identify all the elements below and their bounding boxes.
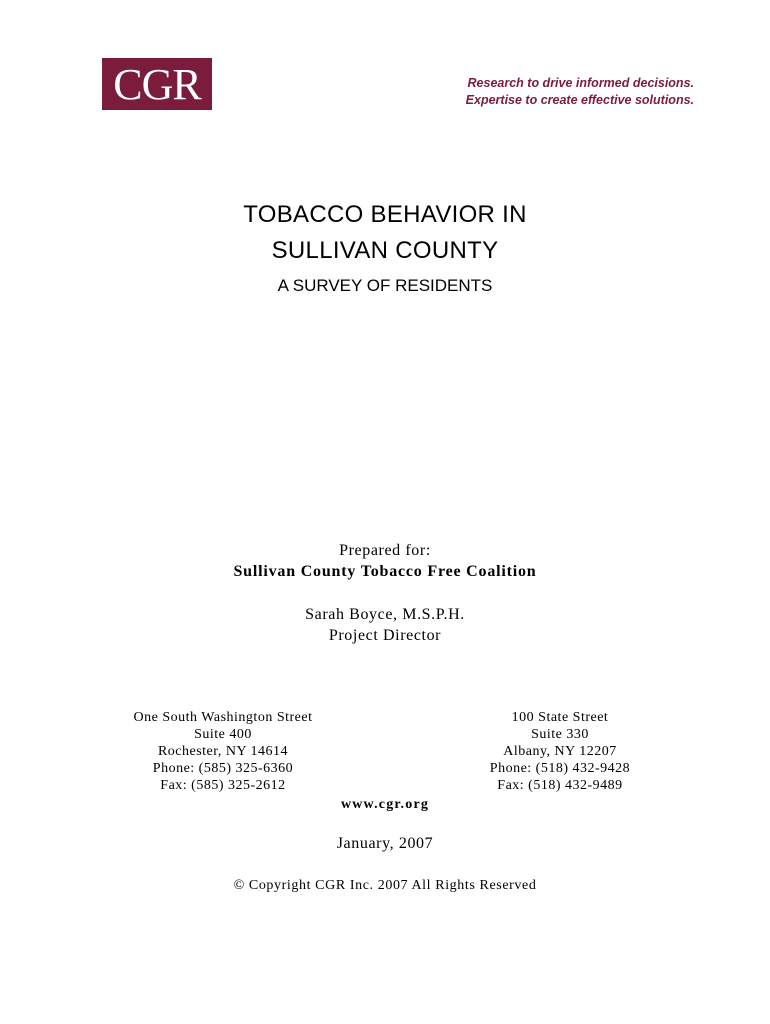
rochester-office-address <box>120 709 326 794</box>
publication-date: January, 2007 <box>336 835 434 852</box>
client-name: Sullivan County Tobacco Free Coalition <box>233 563 537 580</box>
address-line: Rochester, NY 14614 <box>157 744 289 759</box>
title-line-2: SULLIVAN COUNTY <box>271 237 499 264</box>
address-phone: Phone: (585) 325-6360 <box>152 761 294 776</box>
address-line: Albany, NY 12207 <box>503 744 617 759</box>
author-name: Sarah Boyce, M.S.P.H. <box>305 606 465 623</box>
website-url: www.cgr.org <box>340 797 430 812</box>
tagline-line-2: Expertise to create effective solutions. <box>465 93 694 107</box>
author-role: Project Director <box>328 627 442 644</box>
address-fax: Fax: (585) 325-2612 <box>160 778 286 793</box>
tagline-line-1: Research to drive informed decisions. <box>467 76 694 90</box>
report-subtitle: A SURVEY OF RESIDENTS <box>277 276 493 295</box>
title-line-1: TOBACCO BEHAVIOR IN <box>243 201 527 228</box>
copyright-notice: © Copyright CGR Inc. 2007 All Rights Reserved <box>233 878 537 893</box>
address-line: Suite 400 <box>194 727 252 742</box>
albany-office-address <box>460 709 660 794</box>
address-phone: Phone: (518) 432-9428 <box>489 761 631 776</box>
address-line: One South Washington Street <box>133 710 313 725</box>
author-block <box>0 604 770 646</box>
address-line: Suite 330 <box>531 727 589 742</box>
logo-text: CGR <box>113 60 201 109</box>
address-line: 100 State Street <box>511 710 609 725</box>
prepared-for-label: Prepared for: <box>339 542 431 559</box>
tagline <box>466 75 694 109</box>
report-title <box>220 197 550 301</box>
prepared-for-block <box>0 540 770 582</box>
address-fax: Fax: (518) 432-9489 <box>497 778 623 793</box>
cgr-logo <box>102 58 212 110</box>
